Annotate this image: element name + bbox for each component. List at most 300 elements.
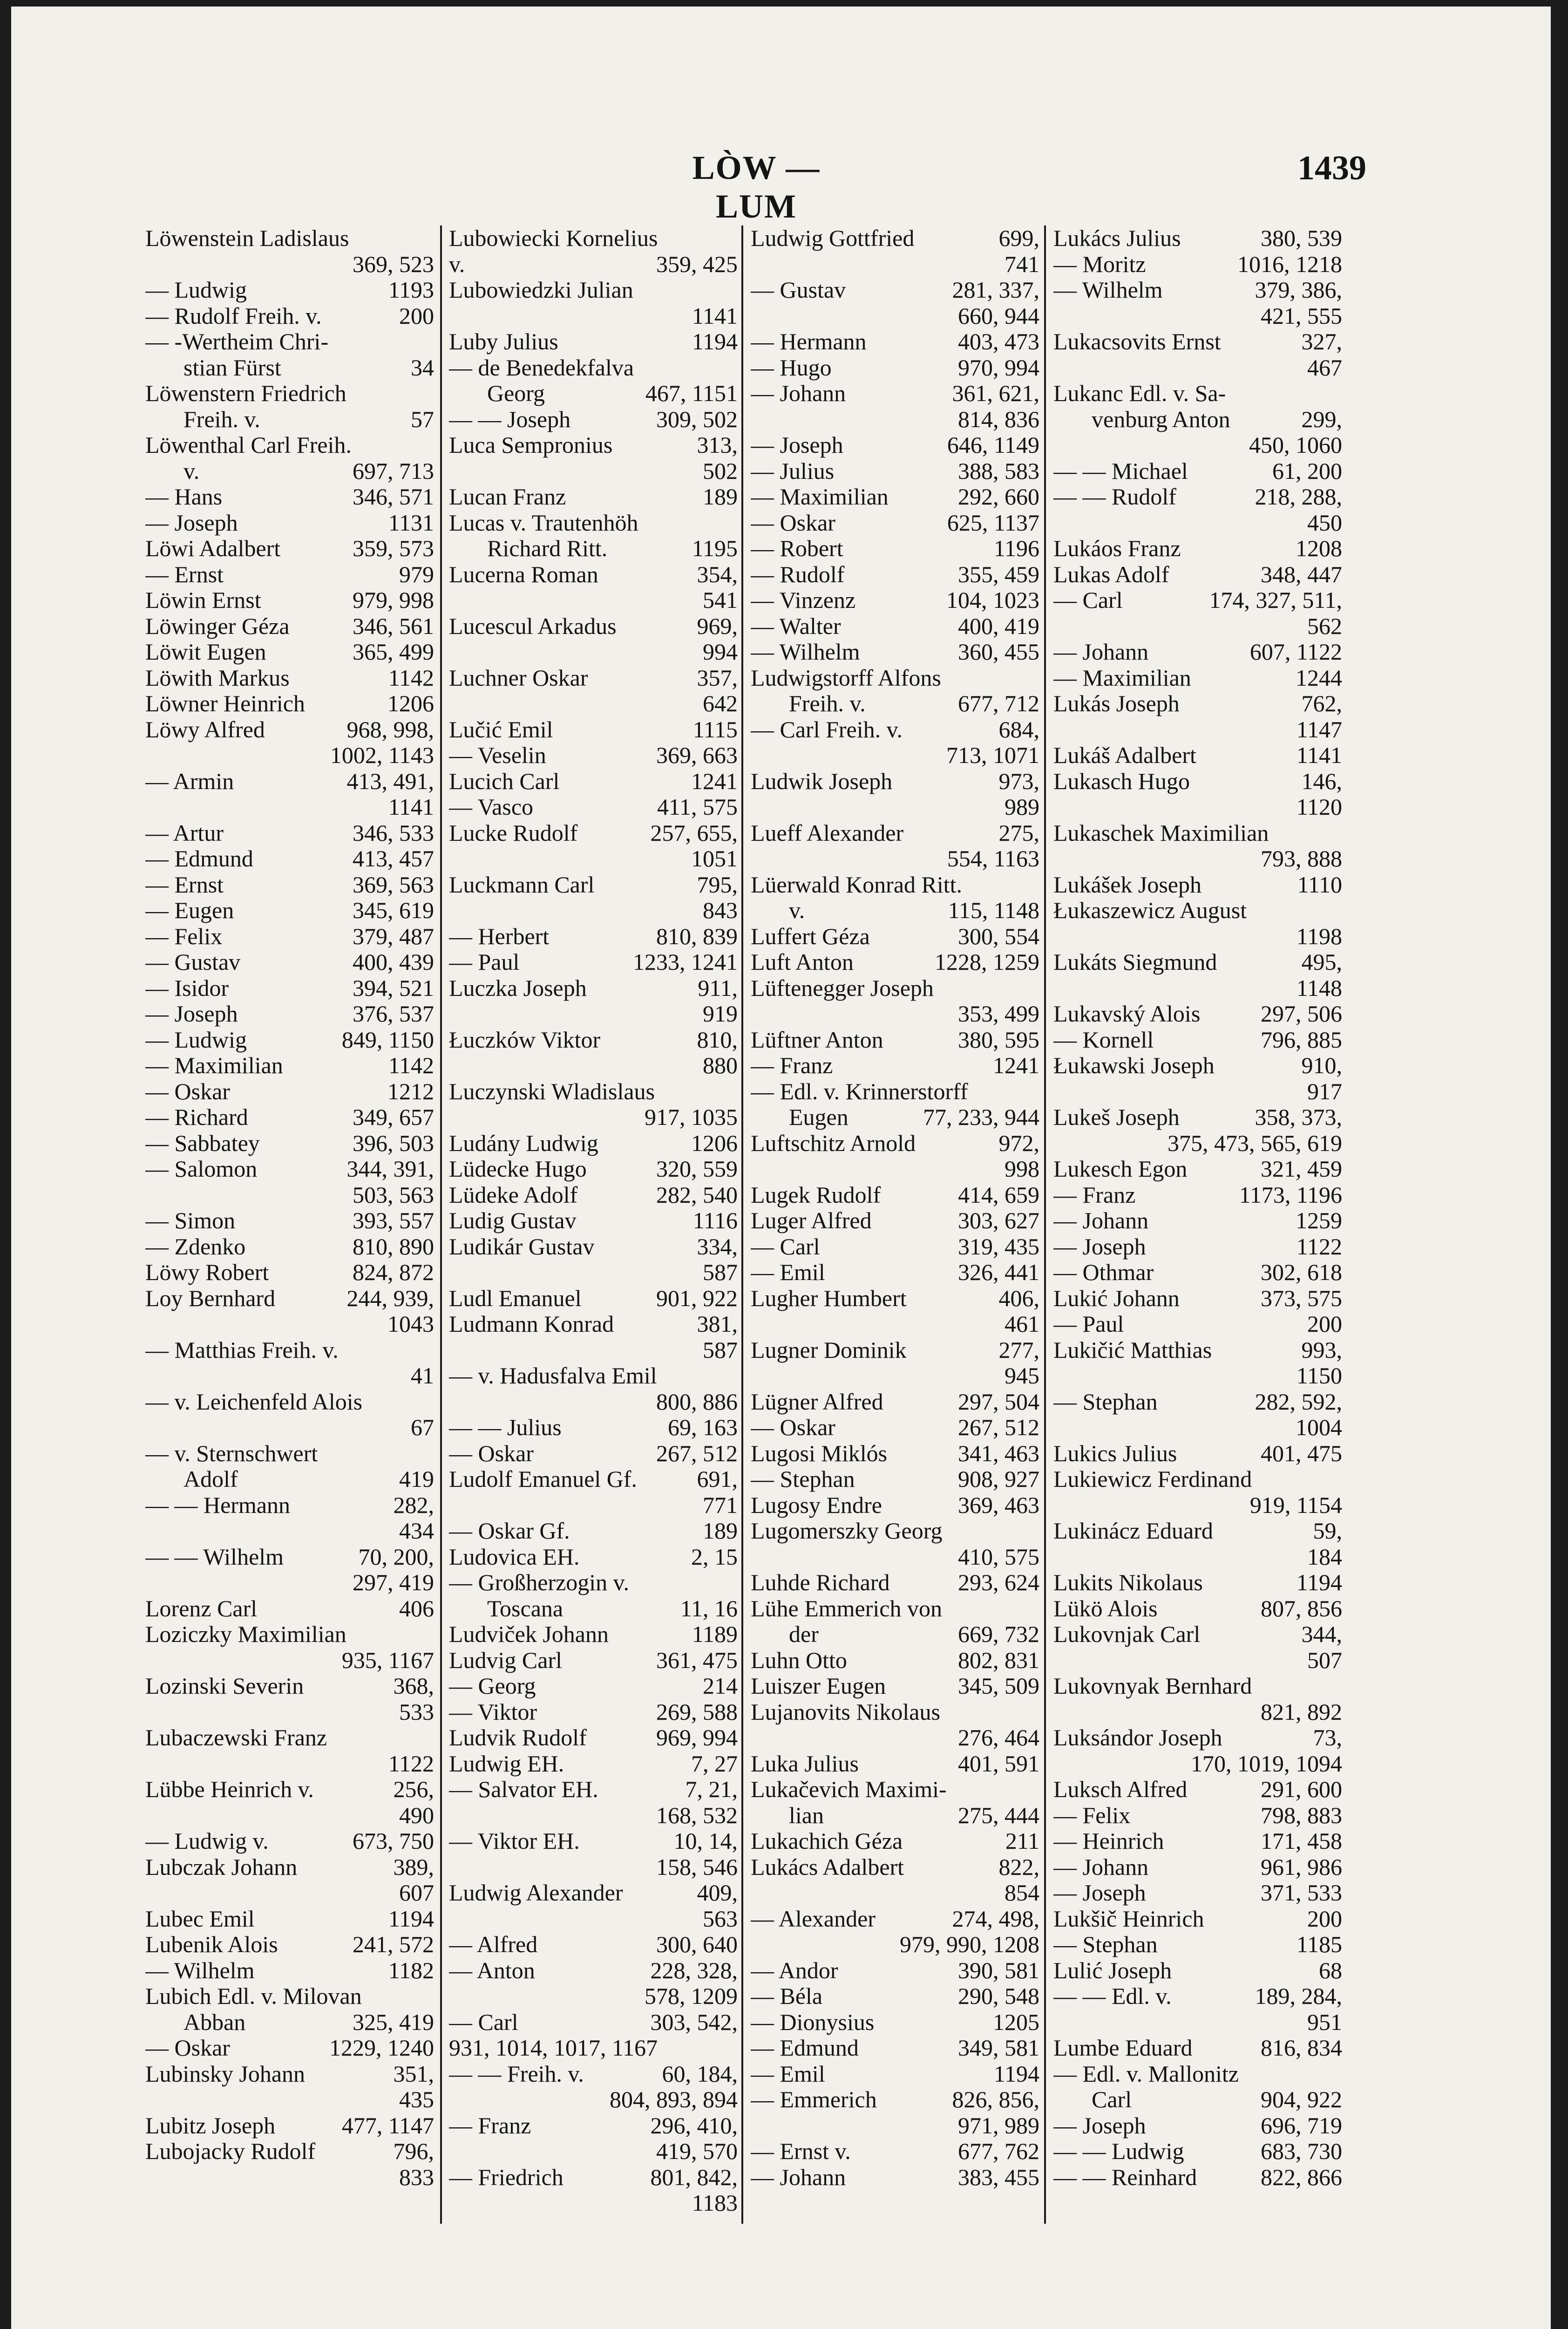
entry-name: Ludvik Rudolf	[449, 1725, 587, 1750]
entry-pages: 115, 1148	[948, 898, 1039, 923]
entry-pages: 351,	[393, 2061, 434, 2087]
entry-pages: 302, 618	[1261, 1260, 1342, 1285]
index-entry	[449, 562, 738, 588]
index-entry	[145, 1363, 434, 1389]
entry-name: — — Wilhelm	[145, 1544, 284, 1570]
entry-name: — Oskar	[449, 1440, 534, 1466]
index-entry	[751, 1596, 1039, 1622]
entry-name: Ludviček Johann	[449, 1621, 609, 1647]
index-entry	[449, 872, 738, 898]
index-entry	[449, 2190, 738, 2216]
entry-name	[145, 252, 348, 278]
index-entry	[449, 1208, 738, 1234]
entry-name: Lüdeke Adolf	[449, 1182, 578, 1208]
index-entry	[1053, 1673, 1342, 1699]
index-columns	[137, 225, 1376, 2242]
entry-name: — Hermann	[751, 329, 867, 354]
entry-name	[449, 846, 686, 872]
entry-pages: 1043	[387, 1311, 434, 1337]
entry-pages: 796,	[393, 2138, 434, 2164]
entry-name: Lukavský Alois	[1053, 1001, 1201, 1027]
entry-name: — — Reinhard	[1053, 2164, 1197, 2190]
entry-name	[449, 898, 698, 924]
entry-pages: 376, 537	[353, 1001, 434, 1027]
entry-pages: 303, 542,	[650, 2009, 738, 2035]
index-entry	[449, 1182, 738, 1208]
entry-name: Lügner Alfred	[751, 1389, 883, 1415]
entry-name: Luckmann Carl	[449, 872, 595, 898]
index-entry	[1053, 1260, 1342, 1286]
entry-pages	[429, 1725, 434, 1751]
index-entry	[145, 639, 434, 665]
entry-name: Lucescul Arkadus	[449, 613, 617, 639]
entry-pages: 435	[399, 2087, 434, 2112]
entry-pages: 713, 1071	[946, 742, 1039, 768]
entry-name	[449, 2087, 605, 2113]
entry-pages	[429, 381, 434, 407]
entry-pages	[1035, 1699, 1039, 1725]
index-entry	[1053, 1337, 1342, 1363]
entry-name: — Großherzogin v.	[449, 1570, 629, 1595]
index-entry	[1053, 536, 1342, 562]
entry-pages	[429, 432, 434, 458]
index-entry	[145, 691, 434, 717]
entry-name: — Hans	[145, 484, 223, 510]
entry-name: Lukics Julius	[1053, 1440, 1177, 1466]
entry-pages: 562	[1307, 613, 1342, 639]
index-entry	[751, 820, 1039, 846]
entry-name: 931, 1014, 1017, 1167	[449, 2035, 658, 2061]
entry-pages: 1110	[1297, 872, 1342, 898]
entry-pages: 1189	[692, 1621, 738, 1647]
entry-pages: 973,	[998, 768, 1039, 794]
entry-pages: 699,	[998, 225, 1039, 251]
entry-pages: 409,	[697, 1880, 738, 1906]
entry-name: Lukić Johann	[1053, 1285, 1180, 1311]
index-column-4	[1053, 225, 1342, 2190]
entry-pages: 276, 464	[958, 1725, 1039, 1750]
index-entry	[751, 2009, 1039, 2036]
entry-name: Łukaszewicz August	[1053, 898, 1247, 923]
entry-pages: 419	[399, 1466, 434, 1492]
entry-name: Toscana	[487, 1595, 563, 1621]
entry-name: Lubojacky Rudolf	[145, 2138, 316, 2164]
entry-name: lian	[789, 1802, 824, 1828]
index-entry	[751, 769, 1039, 795]
entry-name: — Friedrich	[449, 2164, 563, 2190]
entry-name: — v. Leichenfeld Alois	[145, 1389, 363, 1415]
entry-name: Luffert Géza	[751, 923, 870, 949]
entry-pages: 901, 922	[656, 1285, 738, 1311]
index-entry	[145, 1234, 434, 1260]
entry-pages: 267, 512	[656, 1440, 738, 1466]
entry-name: stian Fürst	[183, 354, 281, 381]
entry-pages: 281, 337,	[952, 277, 1039, 303]
entry-name: — -Wertheim Chri-	[145, 329, 329, 354]
index-entry	[449, 1311, 738, 1337]
index-entry	[145, 1932, 434, 1958]
index-entry	[145, 898, 434, 924]
index-entry	[449, 1104, 738, 1130]
entry-name: — Simon	[145, 1208, 236, 1233]
entry-name	[449, 1389, 652, 1415]
entry-name: — Zdenko	[145, 1233, 246, 1260]
entry-pages: 369, 563	[353, 872, 434, 898]
entry-pages	[429, 225, 434, 252]
entry-name	[449, 1906, 698, 1932]
index-entry	[1053, 1803, 1342, 1829]
index-entry	[449, 1079, 738, 1105]
entry-pages: 10, 14,	[673, 1828, 738, 1854]
entry-name: Lukacsovits Ernst	[1053, 329, 1221, 354]
entry-name: Löwin Ernst	[145, 587, 261, 613]
index-entry	[449, 639, 738, 665]
index-entry	[1053, 2165, 1342, 2191]
entry-name: Luger Alfred	[751, 1208, 872, 1233]
entry-pages: 380, 539	[1261, 225, 1342, 251]
column-divider	[1044, 225, 1046, 2224]
entry-name: — Johann	[751, 2164, 846, 2190]
entry-pages: 1193	[388, 277, 434, 303]
entry-pages: 400, 439	[353, 949, 434, 975]
entry-name	[449, 1803, 652, 1829]
entry-name: Georg	[487, 381, 545, 406]
entry-pages: 587	[703, 1337, 738, 1363]
entry-pages: 833	[399, 2164, 434, 2190]
entry-pages: 800, 886	[656, 1389, 738, 1415]
entry-pages: 490	[399, 1802, 434, 1828]
entry-name	[145, 1803, 394, 1829]
entry-pages: 293, 624	[958, 1570, 1039, 1595]
entry-name	[1053, 846, 1256, 872]
entry-name: Ludikár Gustav	[449, 1233, 595, 1260]
entry-pages: 741	[1005, 251, 1039, 277]
entry-pages: 607	[399, 1880, 434, 1906]
index-entry	[449, 1673, 738, 1699]
entry-pages: 533	[399, 1699, 434, 1725]
entry-pages: 683, 730	[1261, 2138, 1342, 2164]
entry-pages: 578, 1209	[645, 1983, 738, 2009]
entry-pages	[733, 1363, 738, 1389]
entry-name: Lühe Emmerich von	[751, 1595, 942, 1621]
entry-name	[1053, 1415, 1291, 1441]
entry-pages	[1337, 898, 1342, 924]
index-entry	[751, 1104, 1039, 1130]
index-entry	[1053, 769, 1342, 795]
index-entry	[751, 1932, 1039, 1958]
entry-name	[145, 2165, 394, 2191]
entry-pages: 371, 533	[1261, 1880, 1342, 1906]
index-entry	[145, 407, 434, 433]
index-entry	[1053, 1725, 1342, 1751]
entry-pages: 354,	[697, 561, 738, 587]
entry-pages: 282, 592,	[1255, 1389, 1342, 1415]
entry-name: — Ernst	[145, 872, 224, 898]
index-entry	[1053, 1570, 1342, 1596]
index-entry	[1053, 432, 1342, 458]
entry-name	[1053, 432, 1244, 458]
entry-pages: 290, 548	[958, 1983, 1039, 2009]
entry-name: Luby Julius	[449, 329, 558, 354]
index-entry	[449, 742, 738, 769]
index-entry	[1053, 717, 1342, 743]
index-entry	[449, 1544, 738, 1570]
index-entry	[751, 1803, 1039, 1829]
entry-name: — Armin	[145, 768, 234, 794]
index-entry	[449, 1286, 738, 1312]
entry-pages: 327,	[1301, 329, 1342, 354]
entry-pages: 1115	[692, 716, 738, 742]
index-entry	[1053, 613, 1342, 640]
entry-pages: 1194	[388, 1906, 434, 1932]
entry-name	[449, 1492, 698, 1519]
entry-name: Lübbe Heinrich v.	[145, 1777, 314, 1802]
entry-name: v.	[789, 898, 805, 923]
entry-name: Luhn Otto	[751, 1647, 847, 1673]
entry-pages: 69, 163	[668, 1415, 738, 1440]
entry-pages	[429, 1389, 434, 1415]
entry-name: Lukiewicz Ferdinand	[1053, 1466, 1252, 1492]
entry-pages: 1194	[1296, 1570, 1342, 1595]
entry-pages: 771	[703, 1492, 738, 1518]
entry-pages: 908, 927	[958, 1466, 1039, 1492]
entry-name: — Alfred	[449, 1932, 538, 1957]
index-entry	[751, 975, 1039, 1001]
entry-pages: 200	[1307, 1311, 1342, 1337]
index-entry	[145, 1725, 434, 1751]
index-entry	[1053, 277, 1342, 303]
entry-name: Lukás Joseph	[1053, 691, 1180, 716]
index-entry	[1053, 252, 1342, 278]
index-entry	[449, 1932, 738, 1958]
entry-pages: 211	[1005, 1828, 1039, 1854]
entry-pages: 691,	[697, 1466, 738, 1492]
index-entry	[145, 1621, 434, 1648]
entry-pages: 989	[1005, 794, 1039, 820]
entry-name: — Joseph	[145, 1001, 238, 1027]
index-entry	[449, 691, 738, 717]
entry-pages: 394, 521	[353, 975, 434, 1001]
entry-name: Lukas Adolf	[1053, 561, 1169, 587]
entry-pages: 677, 712	[958, 691, 1039, 716]
entry-pages: 383, 455	[958, 2164, 1039, 2190]
entry-name: Lukesch Egon	[1053, 1156, 1188, 1182]
entry-pages: 189	[703, 484, 738, 510]
entry-name: — Maximilian	[751, 484, 889, 510]
index-entry	[1053, 329, 1342, 355]
index-entry	[449, 536, 738, 562]
index-entry	[751, 2165, 1039, 2191]
entry-name: Lubenik Alois	[145, 1932, 278, 1957]
entry-name: Ludvig Carl	[449, 1647, 563, 1673]
index-entry	[145, 1983, 434, 2009]
index-entry	[449, 665, 738, 691]
entry-pages: 919, 1154	[1249, 1492, 1342, 1518]
entry-name: Lukaschek Maximilian	[1053, 820, 1269, 846]
entry-pages: 843	[703, 898, 738, 923]
entry-pages: 625, 1137	[947, 510, 1039, 536]
entry-name: Lukanc Edl. v. Sa-	[1053, 381, 1226, 406]
index-entry	[751, 1208, 1039, 1234]
index-entry	[145, 1648, 434, 1674]
entry-name: — Herbert	[449, 923, 550, 949]
entry-pages: 450	[1307, 510, 1342, 536]
index-entry	[145, 1286, 434, 1312]
entry-pages	[1035, 1596, 1039, 1622]
index-entry	[449, 794, 738, 820]
index-entry	[145, 355, 434, 381]
entry-pages: 325, 419	[353, 2009, 434, 2035]
entry-name: — Oskar	[751, 510, 835, 536]
entry-name	[751, 252, 1000, 278]
entry-pages: 57	[411, 406, 434, 432]
entry-name: Lugomerszky Georg	[751, 1518, 943, 1544]
entry-name	[449, 691, 698, 717]
index-entry	[751, 2087, 1039, 2113]
entry-pages: 361, 621,	[952, 381, 1039, 406]
entry-pages	[1035, 975, 1039, 1001]
entry-name: Lukáts Siegmund	[1053, 949, 1217, 975]
entry-pages: 919	[703, 1001, 738, 1027]
index-entry	[449, 1699, 738, 1725]
entry-pages: 241, 572	[353, 1932, 434, 1957]
entry-pages: 184	[1307, 1544, 1342, 1570]
index-entry	[449, 355, 738, 381]
entry-pages: 795,	[697, 872, 738, 898]
entry-name: Löwenstein Ladislaus	[145, 225, 349, 251]
index-entry	[751, 898, 1039, 924]
index-entry	[449, 820, 738, 846]
index-entry	[449, 2165, 738, 2191]
entry-name: Lubowiecki Kornelius	[449, 225, 658, 251]
index-entry	[1053, 1621, 1342, 1648]
index-entry	[1053, 1544, 1342, 1570]
entry-pages: 646, 1149	[947, 432, 1039, 458]
entry-pages: 1196	[993, 536, 1039, 561]
entry-pages: 300, 640	[656, 1932, 738, 1957]
index-entry	[751, 1337, 1039, 1363]
entry-name: Loy Bernhard	[145, 1285, 276, 1311]
index-entry	[1053, 1182, 1342, 1208]
entry-name: Lukovnjak Carl	[1053, 1621, 1201, 1647]
entry-pages: 642	[703, 691, 738, 716]
entry-pages	[429, 329, 434, 355]
entry-pages: 361, 475	[656, 1647, 738, 1673]
index-entry	[145, 225, 434, 252]
entry-name: Löwner Heinrich	[145, 691, 305, 716]
entry-pages: 189, 284,	[1255, 1983, 1342, 2009]
index-entry	[449, 407, 738, 433]
entry-name: — Edmund	[145, 846, 253, 872]
entry-pages	[733, 277, 738, 303]
entry-pages: 696, 719	[1261, 2112, 1342, 2138]
entry-pages: 274, 498,	[952, 1906, 1039, 1932]
index-entry	[1053, 1777, 1342, 1803]
index-entry	[145, 381, 434, 407]
entry-pages: 309, 502	[656, 406, 738, 432]
index-entry	[751, 1389, 1039, 1415]
index-entry	[751, 691, 1039, 717]
entry-name: Lükö Alois	[1053, 1595, 1158, 1621]
entry-name: — Paul	[449, 949, 520, 975]
entry-pages: 379, 386,	[1255, 277, 1342, 303]
index-entry	[1053, 1389, 1342, 1415]
index-entry	[145, 872, 434, 898]
index-entry	[145, 1001, 434, 1027]
entry-name	[145, 1518, 394, 1544]
entry-pages: 357,	[697, 665, 738, 691]
entry-pages: 1142	[388, 665, 434, 691]
entry-name: Ludwigstorff Alfons	[751, 665, 941, 691]
index-entry	[1053, 665, 1342, 691]
entry-name: — Franz	[751, 1053, 833, 1078]
index-entry	[1053, 1441, 1342, 1467]
entry-pages: 1120	[1296, 794, 1342, 820]
index-entry	[1053, 1932, 1342, 1958]
index-entry	[145, 1260, 434, 1286]
entry-pages: 1185	[1296, 1932, 1342, 1957]
entry-name: Ludwik Joseph	[751, 768, 893, 794]
index-entry	[751, 742, 1039, 769]
index-entry	[449, 1725, 738, 1751]
index-entry	[1053, 1983, 1342, 2009]
index-entry	[1053, 2009, 1342, 2036]
index-entry	[1053, 2061, 1342, 2087]
index-entry	[449, 2061, 738, 2087]
index-entry	[1053, 1854, 1342, 1880]
entry-name: — Carl Freih. v.	[751, 716, 903, 742]
entry-pages: 1148	[1296, 975, 1342, 1001]
index-entry	[751, 1880, 1039, 1906]
index-entry	[145, 2035, 434, 2061]
entry-name: Lubich Edl. v. Milovan	[145, 1983, 362, 2009]
index-entry	[751, 277, 1039, 303]
index-entry	[449, 1518, 738, 1544]
entry-name: — Oskar	[751, 1415, 835, 1440]
entry-pages	[1337, 381, 1342, 407]
entry-name: Ludolf Emanuel Gf.	[449, 1466, 638, 1492]
index-entry	[751, 1363, 1039, 1389]
index-entry	[1053, 458, 1342, 484]
index-entry	[751, 2061, 1039, 2087]
index-entry	[1053, 587, 1342, 613]
index-entry	[1053, 1518, 1342, 1544]
entry-name: — Ernst v.	[751, 2138, 851, 2164]
entry-name: Luczka Joseph	[449, 975, 587, 1001]
entry-name	[751, 1001, 953, 1027]
index-entry	[1053, 484, 1342, 510]
entry-name: — de Benedekfalva	[449, 354, 634, 381]
index-entry	[751, 1260, 1039, 1286]
entry-pages: 1233, 1241	[633, 949, 738, 975]
index-entry	[751, 2035, 1039, 2061]
index-entry	[751, 924, 1039, 950]
index-entry	[449, 1130, 738, 1157]
entry-pages: 400, 419	[958, 613, 1039, 639]
entry-pages: 77, 233, 944	[923, 1104, 1039, 1130]
entry-name: — Heinrich	[1053, 1828, 1164, 1854]
index-entry	[145, 1906, 434, 1932]
index-entry	[449, 1777, 738, 1803]
entry-pages	[1337, 1673, 1342, 1699]
entry-name: — Salvator EH.	[449, 1777, 598, 1802]
entry-pages: 282,	[393, 1492, 434, 1518]
entry-pages: 917, 1035	[645, 1104, 738, 1130]
entry-name: Lubitz Joseph	[145, 2112, 276, 2138]
entry-name: Lüdecke Hugo	[449, 1156, 587, 1182]
index-entry	[145, 252, 434, 278]
index-entry	[751, 1828, 1039, 1854]
